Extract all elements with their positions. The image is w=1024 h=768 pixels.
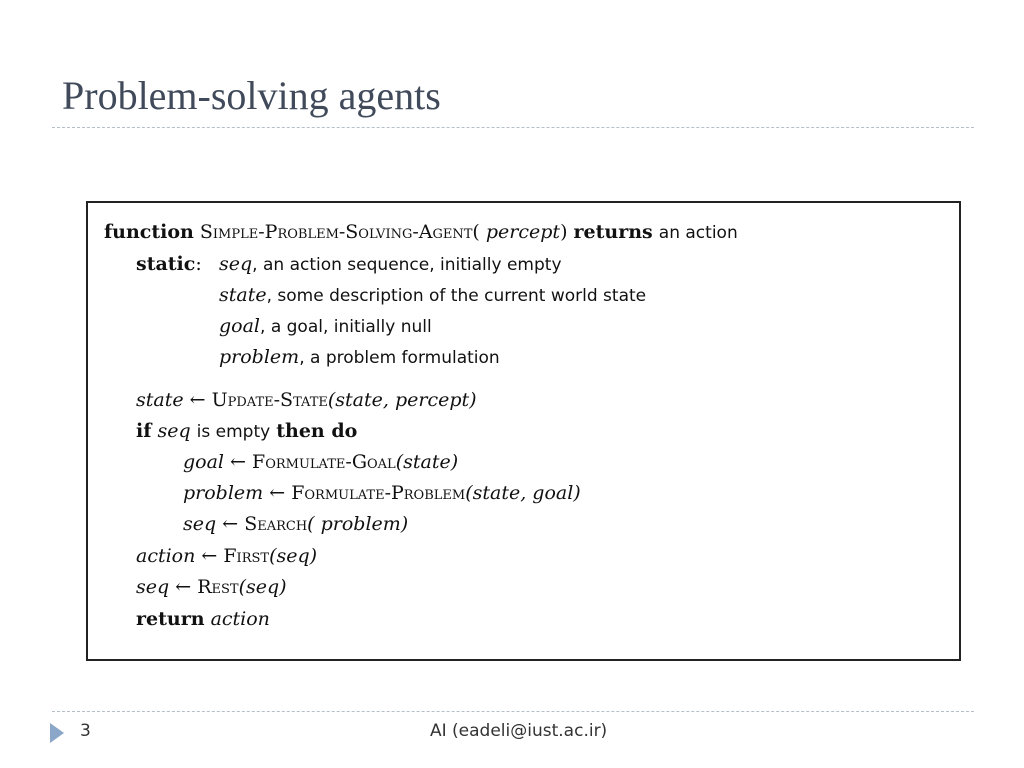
static-problem-line	[219, 346, 500, 369]
problem-assign-line: problem ← Formulate-Problem(state, goal)	[183, 482, 581, 504]
update-state-line: state ← Update-State(state, percept)	[136, 389, 477, 411]
keyword-returns: returns	[573, 221, 653, 243]
assign-arrow: ←	[189, 389, 206, 411]
assign-arrow: ←	[175, 576, 192, 598]
slide-title: Problem-solving agents	[62, 73, 441, 118]
keyword-function: function	[104, 221, 194, 243]
triangle-right-icon	[50, 723, 64, 743]
static-desc: , an action sequence, initially empty	[252, 255, 562, 275]
open-paren: (	[472, 221, 480, 243]
page-number: 3	[80, 721, 91, 741]
function-name: Simple-Problem-Solving-Agent	[199, 221, 473, 243]
keyword-then-do: then do	[276, 420, 358, 442]
static-desc: , some description of the current world state	[266, 286, 647, 306]
static-desc: , a goal, initially null	[260, 317, 432, 337]
close-paren: )	[560, 221, 568, 243]
keyword-if: if	[136, 420, 152, 442]
seq-search-line: seq ← Search( problem)	[183, 513, 409, 535]
fn-update-state: Update-State	[211, 389, 328, 411]
footer-author: AI (eadeli@iust.ac.ir)	[430, 721, 608, 741]
fn-formulate-problem: Formulate-Problem	[291, 482, 466, 504]
action-first-line: action ← First(seq)	[136, 545, 318, 567]
footer-divider	[52, 711, 974, 712]
var-state: state	[219, 284, 267, 306]
var-goal: goal	[219, 315, 261, 337]
return-line: return action	[136, 608, 270, 630]
fn-first: First	[223, 545, 270, 567]
assign-arrow: ←	[201, 545, 218, 567]
assign-arrow: ←	[269, 482, 286, 504]
algorithm-box	[86, 201, 961, 661]
param-percept: percept	[485, 221, 561, 243]
function-signature-line	[104, 221, 738, 244]
goal-assign-line: goal ← Formulate-Goal(state)	[183, 451, 459, 473]
keyword-return: return	[136, 608, 205, 630]
static-desc: , a problem formulation	[299, 348, 500, 368]
var-problem: problem	[219, 346, 300, 368]
fn-formulate-goal: Formulate-Goal	[252, 451, 396, 473]
assign-arrow: ←	[222, 513, 239, 535]
seq-rest-line: seq ← Rest(seq)	[136, 576, 287, 598]
title-divider	[52, 127, 974, 128]
static-state-line	[219, 284, 646, 307]
if-line: if seq is empty then do	[136, 420, 358, 442]
static-goal-line	[219, 315, 432, 338]
fn-rest: Rest	[197, 576, 239, 598]
static-label: static:	[136, 253, 202, 275]
assign-arrow: ←	[230, 451, 246, 473]
var-seq: seq	[219, 253, 253, 275]
return-type: an action	[658, 223, 738, 243]
static-seq-line	[219, 253, 562, 276]
fn-search: Search	[244, 513, 308, 535]
